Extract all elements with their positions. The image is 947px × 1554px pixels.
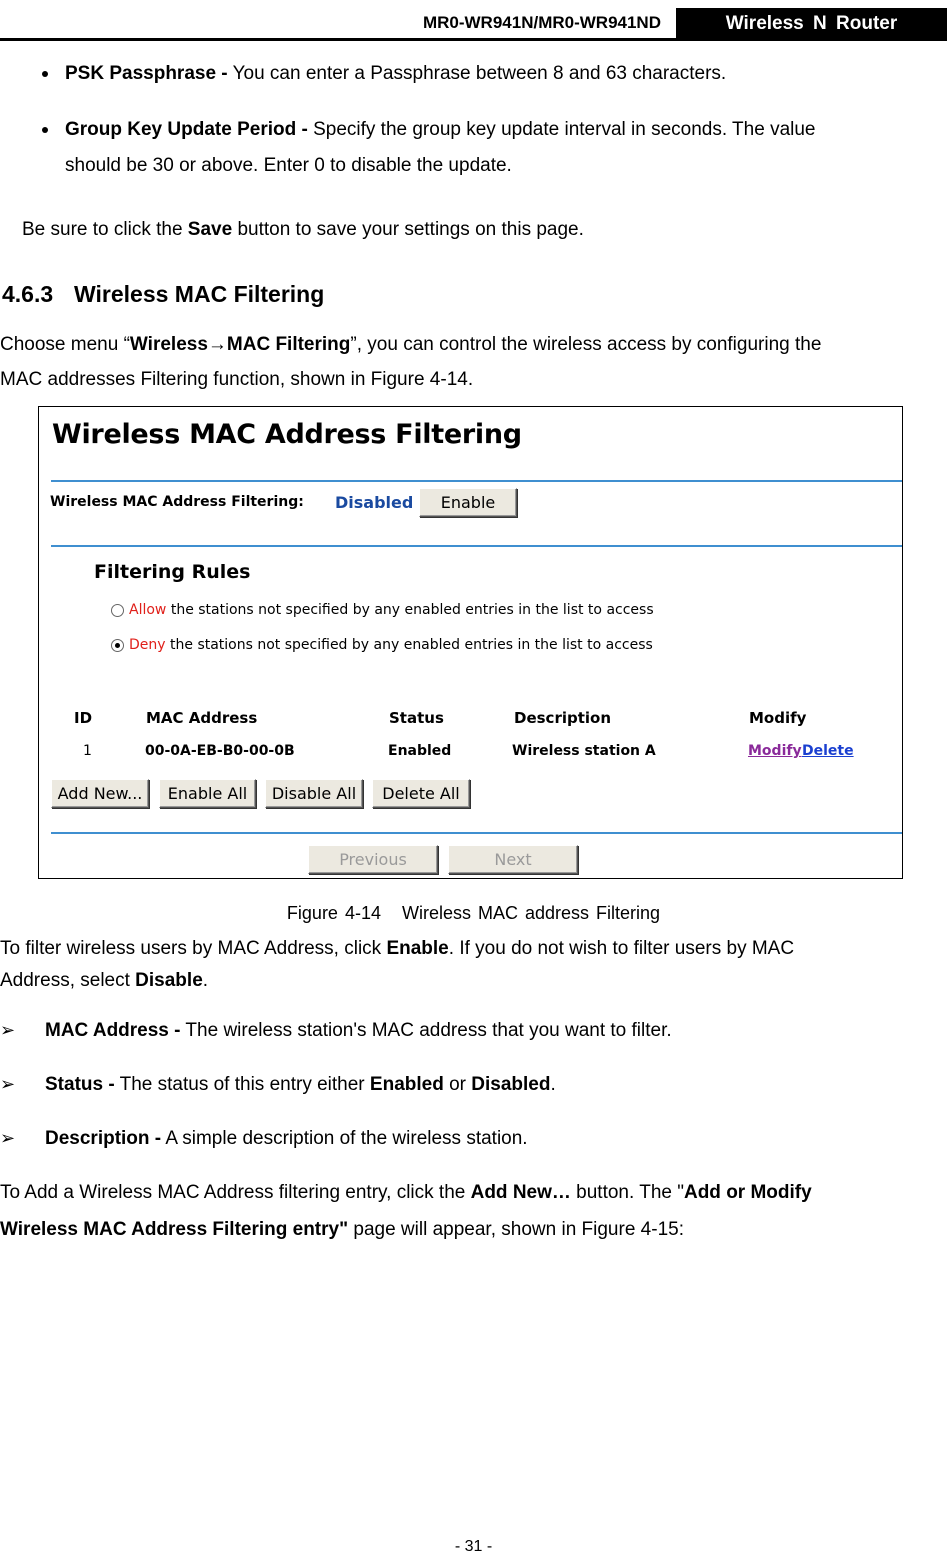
page-number: - 31 - (454, 1538, 493, 1554)
delete-link[interactable]: Delete (802, 743, 854, 759)
def-description: Description - A simple description of the wireless station. (45, 1128, 528, 1149)
divider (51, 480, 903, 482)
filtering-label: Wireless MAC Address Filtering: (50, 494, 304, 510)
enable-all-button[interactable]: Enable All (159, 779, 256, 808)
add-para-line1: To Add a Wireless MAC Address filtering entry, click the Add New… button. The "Add or Modify (0, 1182, 812, 1203)
intro-line1: Choose menu “Wireless→MAC Filtering”, you can control the wireless access by configuring the (0, 334, 822, 355)
next-button[interactable]: Next (448, 845, 578, 874)
col-status: Status (389, 709, 444, 727)
divider (51, 832, 903, 834)
allow-rule-text: Allow the stations not specified by any enabled entries in the list to access (129, 602, 654, 618)
page-header (0, 0, 947, 42)
figure-caption: Figure 4-14 Wireless MAC address Filtering (286, 903, 661, 923)
enable-button[interactable]: Enable (419, 488, 517, 517)
filter-para-line2: Address, select Disable. (0, 970, 209, 991)
def-status: Status - The status of this entry either Enabled or Disabled. (45, 1074, 556, 1095)
row-status: Enabled (388, 743, 452, 759)
bullet-icon (42, 71, 48, 77)
bullet-icon (42, 127, 48, 133)
row-id: 1 (83, 743, 92, 759)
col-id: ID (74, 709, 93, 727)
modify-link[interactable]: Modify (748, 743, 802, 759)
deny-radio[interactable] (111, 639, 124, 652)
previous-button[interactable]: Previous (308, 845, 438, 874)
arrow-bullet-icon: ➢ (0, 1128, 16, 1148)
col-mac: MAC Address (146, 709, 258, 727)
divider (51, 545, 903, 547)
product-name: Wireless N Router (676, 8, 947, 40)
add-new-button[interactable]: Add New... (51, 779, 149, 808)
figure-screenshot (38, 406, 903, 879)
save-note: Be sure to click the Save button to save your settings on this page. (22, 219, 584, 240)
figure-title: Wireless MAC Address Filtering (52, 419, 522, 450)
col-description: Description (514, 709, 612, 727)
radio-selected-dot (115, 643, 120, 648)
filtering-status: Disabled (335, 493, 414, 512)
arrow-bullet-icon: ➢ (0, 1074, 16, 1094)
disable-all-button[interactable]: Disable All (265, 779, 363, 808)
row-mac: 00-0A-EB-B0-00-0B (145, 743, 295, 759)
intro-line2: MAC addresses Filtering function, shown in Figure 4-14. (0, 369, 474, 390)
bullet-group-key-cont: should be 30 or above. Enter 0 to disable the update. (65, 155, 512, 176)
allow-radio[interactable] (111, 604, 124, 617)
bullet-group-key: Group Key Update Period - Specify the group key update interval in seconds. The value (65, 119, 816, 140)
model-name: MR0-WR941N/MR0-WR941ND (422, 13, 661, 32)
def-mac-address: MAC Address - The wireless station's MAC address that you want to filter. (45, 1020, 672, 1041)
filtering-rules-title: Filtering Rules (94, 561, 251, 583)
filter-para-line1: To filter wireless users by MAC Address, click Enable. If you do not wish to filter users by MAC (0, 938, 795, 959)
bullet-psk: PSK Passphrase - You can enter a Passphrase between 8 and 63 characters. (65, 63, 727, 84)
row-description: Wireless station A (512, 743, 656, 759)
deny-rule-text: Deny the stations not specified by any enabled entries in the list to access (129, 637, 653, 653)
col-modify: Modify (749, 709, 807, 727)
arrow-bullet-icon: ➢ (0, 1020, 16, 1040)
header-rule (0, 38, 947, 41)
add-para-line2: Wireless MAC Address Filtering entry" page will appear, shown in Figure 4-15: (0, 1219, 684, 1240)
section-heading: 4.6.3 Wireless MAC Filtering (2, 281, 325, 307)
delete-all-button[interactable]: Delete All (372, 779, 470, 808)
